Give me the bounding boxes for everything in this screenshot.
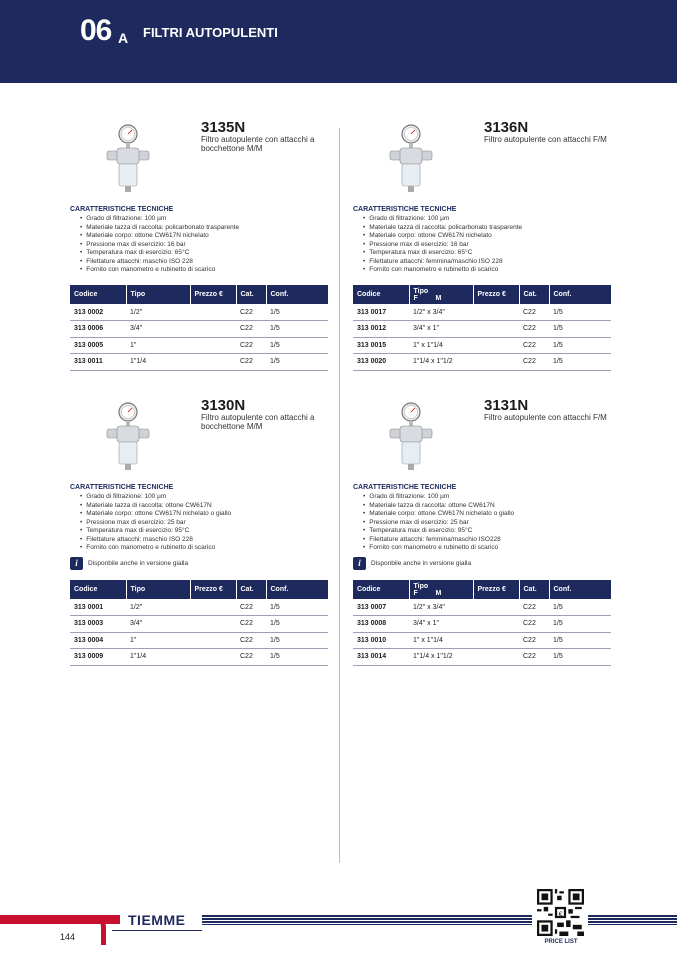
specs-list [80, 493, 231, 553]
cell-prezzo [473, 649, 519, 666]
spec-item: • Temperatura max di esercizio: 95°C [363, 527, 514, 536]
cell-prezzo [473, 354, 519, 371]
table-row [353, 321, 611, 338]
cell-prezzo [473, 632, 519, 649]
header-codice: Codice [70, 285, 126, 304]
cell-prezzo [190, 649, 236, 666]
cell-codice: 313 0020 [353, 354, 409, 371]
cell-tipo: 1"1/4 [126, 649, 190, 666]
spec-item: • Grado di filtrazione: 100 µm [363, 215, 522, 224]
cell-cat: C22 [519, 321, 549, 338]
price-table [353, 285, 611, 371]
spec-item: • Materiale corpo: ottone CW617N nichelato [363, 232, 522, 241]
cell-prezzo [190, 354, 236, 371]
qr-code-icon[interactable] [537, 889, 584, 936]
availability-note [70, 557, 188, 570]
cell-codice: 313 0017 [353, 304, 409, 321]
cell-tipo: 1" x 1"1/4 [409, 632, 473, 649]
cell-cat: C22 [236, 354, 266, 371]
cell-conf: 1/5 [266, 632, 328, 649]
spec-item: • Temperatura max di esercizio: 65°C [363, 249, 522, 258]
cell-codice: 313 0010 [353, 632, 409, 649]
cell-conf: 1/5 [549, 354, 611, 371]
price-table [353, 580, 611, 666]
cell-codice: 313 0006 [70, 321, 126, 338]
cell-cat: C22 [519, 632, 549, 649]
cell-prezzo [190, 321, 236, 338]
product-code: 3131N [484, 397, 529, 414]
specs-title: CARATTERISTICHE TECNICHE [70, 206, 174, 213]
header-tipo-f: F [413, 294, 418, 302]
cell-conf: 1/5 [266, 321, 328, 338]
cell-tipo: 3/4" [126, 321, 190, 338]
cell-cat: C22 [236, 304, 266, 321]
spec-item: • Pressione max di esercizio: 16 bar [80, 241, 239, 250]
cell-conf: 1/5 [549, 616, 611, 633]
cell-prezzo [473, 304, 519, 321]
table-row [353, 649, 611, 666]
header-tipo [409, 285, 473, 304]
svg-text:€: € [558, 910, 563, 918]
cell-codice: 313 0014 [353, 649, 409, 666]
specs-list [363, 493, 514, 553]
cell-prezzo [473, 337, 519, 354]
cell-tipo: 1" [126, 632, 190, 649]
cell-cat: C22 [519, 599, 549, 616]
header-codice: Codice [353, 285, 409, 304]
spec-item: • Grado di filtrazione: 100 µm [80, 215, 239, 224]
header-tipo-label: Tipo [130, 291, 146, 298]
table-row [70, 321, 328, 338]
filter-product-icon [105, 124, 151, 196]
cell-tipo: 1" [126, 337, 190, 354]
cell-cat: C22 [519, 354, 549, 371]
cell-cat: C22 [236, 632, 266, 649]
product-description: Filtro autopulente con attacchi F/M [484, 413, 607, 422]
cell-codice: 313 0008 [353, 616, 409, 633]
table-row [70, 632, 328, 649]
info-icon: i [353, 557, 366, 570]
spec-item: • Materiale tazza di raccolta: policarbonato trasparente [363, 224, 522, 233]
spec-item: • Fornito con manometro e rubinetto di scarico [80, 544, 231, 553]
cell-tipo: 1/2" x 3/4" [409, 599, 473, 616]
table-row [353, 632, 611, 649]
cell-tipo: 3/4" x 1" [409, 616, 473, 633]
header-tipo-m: M [435, 294, 442, 302]
cell-codice: 313 0002 [70, 304, 126, 321]
cell-codice: 313 0004 [70, 632, 126, 649]
specs-list [363, 215, 522, 275]
cell-codice: 313 0005 [70, 337, 126, 354]
cell-prezzo [190, 304, 236, 321]
cell-tipo: 1" x 1"1/4 [409, 337, 473, 354]
header-cat: Cat. [236, 580, 266, 599]
spec-item: • Filettature attacchi: femmina/maschio ISO 228 [363, 258, 522, 267]
product-description: Filtro autopulente con attacchi a bocchettone M/M [201, 135, 315, 153]
footer-red-curve [92, 915, 106, 945]
spec-item: • Materiale tazza di raccolta: ottone CW617N [363, 502, 514, 511]
cell-cat: C22 [519, 337, 549, 354]
spec-item: • Materiale corpo: ottone CW617N nichelato o giallo [363, 510, 514, 519]
table-row [70, 354, 328, 371]
header-tipo-label: Tipo [413, 287, 429, 295]
header-conf: Conf. [266, 580, 328, 599]
spec-item: • Filettature attacchi: femmina/maschio ISO228 [363, 536, 514, 545]
header-tipo [409, 580, 473, 599]
cell-codice: 313 0009 [70, 649, 126, 666]
cell-cat: C22 [519, 304, 549, 321]
cell-cat: C22 [519, 649, 549, 666]
cell-codice: 313 0001 [70, 599, 126, 616]
cell-cat: C22 [236, 321, 266, 338]
cell-conf: 1/5 [549, 304, 611, 321]
spec-item: • Pressione max di esercizio: 25 bar [363, 519, 514, 528]
spec-item: • Grado di filtrazione: 100 µm [80, 493, 231, 502]
product-code: 3135N [201, 119, 246, 136]
header-prezzo: Prezzo € [473, 285, 519, 304]
qr-label: PRICE LIST [544, 939, 578, 945]
cell-prezzo [190, 616, 236, 633]
header-tipo [126, 580, 190, 599]
header-conf: Conf. [266, 285, 328, 304]
filter-product-icon [388, 402, 434, 474]
header-codice: Codice [70, 580, 126, 599]
cell-conf: 1/5 [266, 599, 328, 616]
section-header [0, 0, 677, 83]
spec-item: • Pressione max di esercizio: 16 bar [363, 241, 522, 250]
cell-tipo: 3/4" x 1" [409, 321, 473, 338]
table-row [70, 649, 328, 666]
cell-tipo: 1"1/4 x 1"1/2 [409, 354, 473, 371]
cell-conf: 1/5 [266, 337, 328, 354]
header-cat: Cat. [519, 580, 549, 599]
cell-conf: 1/5 [549, 321, 611, 338]
cell-codice: 313 0012 [353, 321, 409, 338]
spec-item: • Fornito con manometro e rubinetto di scarico [363, 266, 522, 275]
filter-product-icon [388, 124, 434, 196]
filter-product-icon [105, 402, 151, 474]
header-codice: Codice [353, 580, 409, 599]
cell-tipo: 1"1/4 [126, 354, 190, 371]
spec-item: • Temperatura max di esercizio: 65°C [80, 249, 239, 258]
page-number: 144 [60, 932, 76, 942]
table-row [70, 599, 328, 616]
spec-item: • Fornito con manometro e rubinetto di scarico [363, 544, 514, 553]
section-title: FILTRI AUTOPULENTI [143, 25, 278, 40]
price-table [70, 580, 328, 666]
availability-note-text: Disponbile anche in versione gialla [371, 560, 472, 568]
product-description: Filtro autopulente con attacchi F/M [484, 135, 607, 144]
section-number: 06 [80, 14, 112, 47]
spec-item: • Materiale corpo: ottone CW617N nichelato o giallo [80, 510, 231, 519]
table-row [353, 337, 611, 354]
header-cat: Cat. [519, 285, 549, 304]
cell-prezzo [473, 321, 519, 338]
specs-title: CARATTERISTICHE TECNICHE [70, 484, 174, 491]
specs-list [80, 215, 239, 275]
spec-item: • Filettature attacchi: maschio ISO 228 [80, 258, 239, 267]
table-row [70, 304, 328, 321]
spec-item: • Materiale tazza di raccolta: ottone CW617N [80, 502, 231, 511]
cell-cat: C22 [236, 616, 266, 633]
cell-conf: 1/5 [266, 649, 328, 666]
cell-codice: 313 0003 [70, 616, 126, 633]
header-tipo-label: Tipo [130, 586, 146, 593]
spec-item: • Temperatura max di esercizio: 95°C [80, 527, 231, 536]
spec-item: • Materiale corpo: ottone CW617N nichelato [80, 232, 239, 241]
cell-prezzo [473, 599, 519, 616]
cell-cat: C22 [236, 649, 266, 666]
cell-cat: C22 [236, 337, 266, 354]
cell-cat: C22 [236, 599, 266, 616]
cell-conf: 1/5 [266, 304, 328, 321]
header-tipo [126, 285, 190, 304]
specs-title: CARATTERISTICHE TECNICHE [353, 206, 457, 213]
cell-prezzo [473, 616, 519, 633]
price-table [70, 285, 328, 371]
brand-logo: TIEMME [128, 912, 186, 928]
cell-conf: 1/5 [549, 337, 611, 354]
header-cat: Cat. [236, 285, 266, 304]
table-row [353, 616, 611, 633]
availability-note [353, 557, 471, 570]
spec-item: • Grado di filtrazione: 100 µm [363, 493, 514, 502]
product-code: 3130N [201, 397, 246, 414]
cell-conf: 1/5 [549, 649, 611, 666]
specs-title: CARATTERISTICHE TECNICHE [353, 484, 457, 491]
spec-item: • Fornito con manometro e rubinetto di scarico [80, 266, 239, 275]
spec-item: • Materiale tazza di raccolta: policarbonato trasparente [80, 224, 239, 233]
footer-brand-underline [112, 930, 202, 931]
table-row [353, 354, 611, 371]
cell-tipo: 1"1/4 x 1"1/2 [409, 649, 473, 666]
cell-conf: 1/5 [266, 616, 328, 633]
footer-stripes [202, 915, 532, 925]
cell-codice: 313 0015 [353, 337, 409, 354]
header-conf: Conf. [549, 285, 611, 304]
cell-conf: 1/5 [549, 632, 611, 649]
cell-cat: C22 [519, 616, 549, 633]
table-row [353, 599, 611, 616]
header-conf: Conf. [549, 580, 611, 599]
info-icon: i [70, 557, 83, 570]
table-row [70, 337, 328, 354]
cell-prezzo [190, 599, 236, 616]
cell-conf: 1/5 [266, 354, 328, 371]
cell-conf: 1/5 [549, 599, 611, 616]
cell-tipo: 1/2" [126, 304, 190, 321]
cell-codice: 313 0011 [70, 354, 126, 371]
column-divider [339, 128, 340, 863]
header-prezzo: Prezzo € [473, 580, 519, 599]
header-tipo-m: M [435, 589, 442, 597]
header-prezzo: Prezzo € [190, 285, 236, 304]
spec-item: • Pressione max di esercizio: 25 bar [80, 519, 231, 528]
cell-prezzo [190, 632, 236, 649]
product-description: Filtro autopulente con attacchi a bocchettone M/M [201, 413, 315, 431]
header-tipo-f: F [413, 589, 418, 597]
product-code: 3136N [484, 119, 529, 136]
cell-prezzo [190, 337, 236, 354]
cell-codice: 313 0007 [353, 599, 409, 616]
availability-note-text: Disponbile anche in versione gialla [88, 560, 189, 568]
header-tipo-label: Tipo [413, 582, 429, 590]
footer-stripes-right [588, 915, 677, 925]
table-row [353, 304, 611, 321]
table-row [70, 616, 328, 633]
cell-tipo: 1/2" [126, 599, 190, 616]
header-prezzo: Prezzo € [190, 580, 236, 599]
spec-item: • Filettature attacchi: maschio ISO 228 [80, 536, 231, 545]
cell-tipo: 1/2" x 3/4" [409, 304, 473, 321]
cell-tipo: 3/4" [126, 616, 190, 633]
section-letter: A [118, 30, 129, 46]
